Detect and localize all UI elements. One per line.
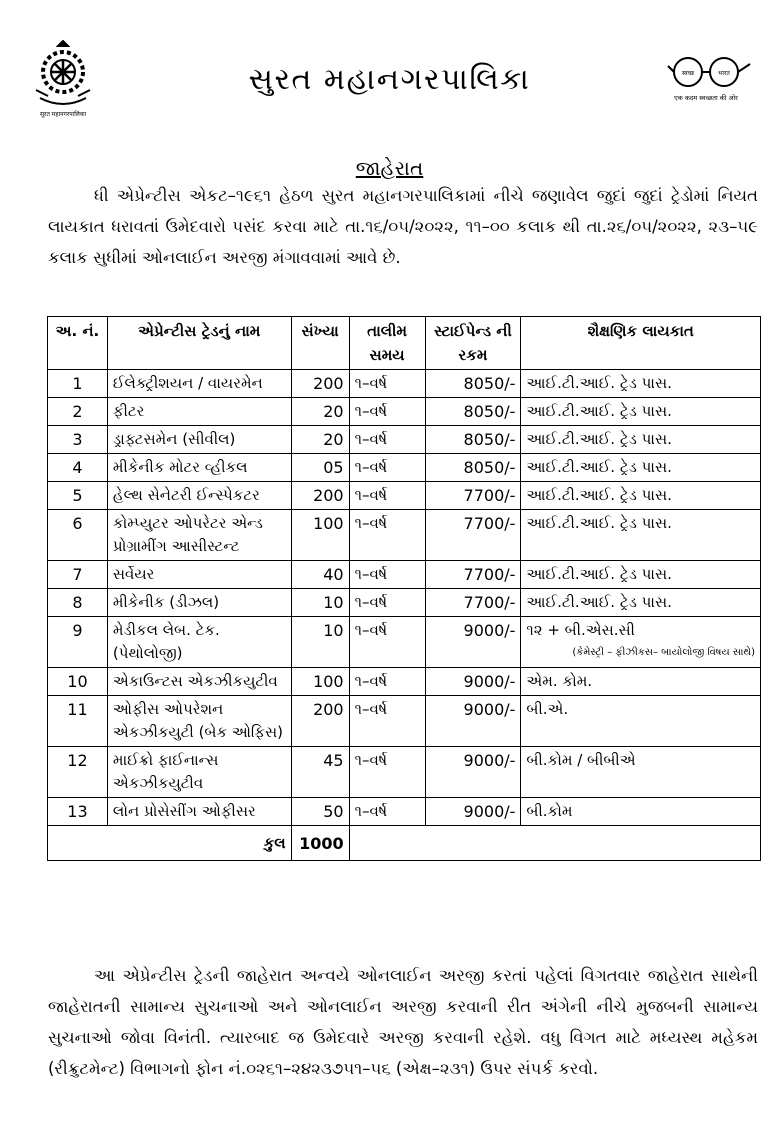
cell-stipend-text: 7700/- <box>463 486 516 505</box>
cell-trade <box>107 696 291 747</box>
cell-no <box>48 668 108 696</box>
cell-qualification <box>521 696 761 747</box>
cell-no-text: 5 <box>72 486 83 505</box>
cell-trade-text: એકાઉન્ટસ એકઝીકયુટીવ <box>112 672 278 690</box>
cell-count-text: 20 <box>323 430 344 449</box>
qualification-note: (કેમેસ્ટ્રી – ફીઝીકસ– બાયોલોજી વિષય સાથે) <box>572 647 755 658</box>
cell-count <box>291 747 349 798</box>
table-header-row <box>48 317 761 370</box>
cell-trade <box>107 589 291 617</box>
cell-stipend <box>425 482 521 510</box>
cell-stipend-text: 8050/- <box>463 402 516 421</box>
cell-duration-text: ૧–વર્ષ <box>354 458 388 476</box>
cell-count-text: 05 <box>323 458 344 477</box>
logo-right-word-1: स्वच्छ <box>681 70 695 77</box>
cell-qualification-text: આઈ.ટી.આઈ. ટ્રેડ પાસ. <box>526 458 672 476</box>
cell-qualification <box>521 370 761 398</box>
cell-qualification-text: આઈ.ટી.આઈ. ટ્રેડ પાસ. <box>526 402 672 420</box>
cell-stipend <box>425 561 521 589</box>
cell-no-text: 2 <box>72 402 83 421</box>
cell-no-text: 13 <box>67 802 88 821</box>
cell-qualification <box>521 561 761 589</box>
cell-no <box>48 747 108 798</box>
table-row <box>48 454 761 482</box>
logo-right-tagline: एक कदम स्वच्छता की ओर <box>674 94 738 102</box>
cell-stipend <box>425 589 521 617</box>
header-qualification: શૈક્ષણિક લાયકાત <box>521 317 761 370</box>
cell-duration-text: ૧–વર્ષ <box>354 565 388 583</box>
cell-count-text: 10 <box>323 621 344 640</box>
cell-duration <box>349 668 425 696</box>
cell-no-text: 7 <box>72 565 83 584</box>
header-stipend: સ્ટાઈપેન્ડ ની રકમ <box>425 317 521 370</box>
cell-duration-text: ૧–વર્ષ <box>354 672 388 690</box>
cell-duration <box>349 482 425 510</box>
cell-duration <box>349 589 425 617</box>
cell-stipend <box>425 370 521 398</box>
notice-heading: જાહેરાત <box>355 156 424 180</box>
cell-duration-text: ૧–વર્ષ <box>354 593 388 611</box>
table-row <box>48 510 761 561</box>
cell-duration <box>349 370 425 398</box>
table-row <box>48 426 761 454</box>
cell-trade <box>107 510 291 561</box>
cell-duration-text: ૧–વર્ષ <box>354 514 388 532</box>
cell-count <box>291 589 349 617</box>
cell-qualification <box>521 482 761 510</box>
cell-count-text: 100 <box>313 514 344 533</box>
table-row <box>48 798 761 826</box>
cell-no-text: 12 <box>67 751 88 770</box>
table-row <box>48 370 761 398</box>
cell-no-text: 3 <box>72 430 83 449</box>
cell-qualification-text: બી.એ. <box>526 700 569 718</box>
cell-no <box>48 454 108 482</box>
cell-qualification <box>521 589 761 617</box>
cell-trade-text: સર્વેયર <box>112 565 155 583</box>
cell-qualification-text: આઈ.ટી.આઈ. ટ્રેડ પાસ. <box>526 593 672 611</box>
total-value: 1000 <box>291 826 349 861</box>
total-row <box>48 826 761 861</box>
cell-stipend <box>425 747 521 798</box>
cell-duration-text: ૧–વર્ષ <box>354 430 388 448</box>
header-trade: એપ્રેન્ટીસ ટ્રેડનું નામ <box>107 317 291 370</box>
table-row <box>48 398 761 426</box>
cell-trade <box>107 617 291 668</box>
cell-duration <box>349 798 425 826</box>
cell-stipend-text: 9000/- <box>463 672 516 691</box>
cell-duration <box>349 561 425 589</box>
cell-stipend <box>425 696 521 747</box>
cell-stipend-text: 7700/- <box>463 593 516 612</box>
notice-intro: ધી એપ્રેન્ટીસ એકટ–૧૯૬૧ હેઠળ સુરત મહાનગરપાલિકામાં નીચે જણાવેલ જુદાં જુદાં ટ્રેડોમાં નિયત લાયકાત ધરાવતાં ઉમેદવારો પસંદ કરવા માટે તા.૧૬/૦૫/૨૦૨૨, ૧૧–૦૦ કલાક થી તા.૨૬/૦૫/૨૦૨૨, ૨૩–૫૯ કલાક સુધીમાં ઓનલાઈન અરજી મંગાવવામાં આવે છે. <box>48 186 758 267</box>
cell-count <box>291 454 349 482</box>
cell-trade <box>107 482 291 510</box>
cell-duration <box>349 510 425 561</box>
cell-duration-text: ૧–વર્ષ <box>354 802 388 820</box>
cell-count <box>291 617 349 668</box>
table-row <box>48 617 761 668</box>
cell-qualification-text: આઈ.ટી.આઈ. ટ્રેડ પાસ. <box>526 430 672 448</box>
cell-no-text: 4 <box>72 458 83 477</box>
cell-no-text: 6 <box>72 514 83 533</box>
logo-right-word-2: भारत <box>718 70 730 77</box>
footer-instructions: આ એપ્રેન્ટીસ ટ્રેડની જાહેરાત અન્વયે ઓનલાઈન અરજી કરતાં પહેલાં વિગતવાર જાહેરાત સાથેની જાહેરાતની સામાન્ય સુચનાઓ અને ઓનલાઈન અરજી કરવાની રીત અંગેની નીચે મુજબની સામાન્ય સુચનાઓ જોવા વિનંતી. ત્યારબાદ જ ઉમેદવારે અરજી કરવાની રહેશે. વધુ વિગત માટે મધ્યસ્થ મહેકમ (રીક્રુટમેન્ટ) વિભાગનો ફોન નં.૦૨૬૧–૨૪૨૩૭૫૧–૫૬ (એક્ષ–૨૩૧) ઉપર સંપર્ક કરવો. <box>48 966 758 1078</box>
cell-no-text: 9 <box>72 621 83 640</box>
cell-trade-text: મીકેનીક (ડીઝલ) <box>112 593 220 611</box>
cell-count-text: 45 <box>323 751 344 770</box>
cell-no <box>48 510 108 561</box>
logo-left-caption: सूरत महानगरपालिका <box>39 111 87 118</box>
table-row <box>48 696 761 747</box>
cell-qualification <box>521 510 761 561</box>
cell-trade-text: લોન પ્રોસેસીંગ ઓફીસર <box>112 802 256 820</box>
cell-count <box>291 696 349 747</box>
table-row <box>48 589 761 617</box>
cell-qualification-text: આઈ.ટી.આઈ. ટ્રેડ પાસ. <box>526 374 672 392</box>
table-row <box>48 747 761 798</box>
cell-count <box>291 798 349 826</box>
cell-qualification-text: આઈ.ટી.આઈ. ટ્રેડ પાસ. <box>526 514 672 532</box>
cell-qualification-text: બી.કોમ / બીબીએ <box>526 751 636 769</box>
cell-stipend-text: 7700/- <box>463 565 516 584</box>
total-row-blank <box>349 826 760 861</box>
cell-stipend-text: 8050/- <box>463 458 516 477</box>
cell-stipend <box>425 798 521 826</box>
cell-no <box>48 798 108 826</box>
cell-stipend <box>425 617 521 668</box>
cell-count-text: 20 <box>323 402 344 421</box>
cell-duration-text: ૧–વર્ષ <box>354 621 388 639</box>
cell-duration <box>349 454 425 482</box>
cell-no <box>48 589 108 617</box>
cell-duration <box>349 398 425 426</box>
cell-count-text: 200 <box>313 700 344 719</box>
header-count: સંખ્યા <box>291 317 349 370</box>
cell-duration <box>349 426 425 454</box>
cell-qualification-text: એમ. કોમ. <box>526 672 593 690</box>
cell-stipend <box>425 510 521 561</box>
cell-trade <box>107 798 291 826</box>
cell-trade-text: ઈલેક્ટ્રીશયન / વાયરમેન <box>112 374 263 392</box>
cell-count-text: 100 <box>313 672 344 691</box>
cell-trade <box>107 426 291 454</box>
cell-duration-text: ૧–વર્ષ <box>354 700 388 718</box>
cell-stipend-text: 9000/- <box>463 751 516 770</box>
cell-trade <box>107 454 291 482</box>
cell-count-text: 50 <box>323 802 344 821</box>
cell-stipend <box>425 668 521 696</box>
cell-trade <box>107 561 291 589</box>
swachh-bharat-logo <box>662 50 754 110</box>
header-no: અ. નં. <box>48 317 108 370</box>
cell-stipend-text: 9000/- <box>463 621 516 640</box>
cell-duration <box>349 617 425 668</box>
org-title: સુરત મહાનગરપાલિકા <box>248 62 531 97</box>
cell-trade <box>107 398 291 426</box>
cell-qualification <box>521 398 761 426</box>
cell-count <box>291 398 349 426</box>
cell-count <box>291 510 349 561</box>
cell-no-text: 11 <box>67 700 88 719</box>
cell-qualification <box>521 426 761 454</box>
apprentice-trades-table <box>47 316 761 861</box>
cell-trade-text: હેલ્થ સેનેટરી ઈન્સ્પેકટર <box>112 486 260 504</box>
cell-no-text: 10 <box>67 672 88 691</box>
cell-trade-text: ઓફીસ ઓપરેશન એકઝીકયુટી (બેક ઓફિસ) <box>112 700 284 741</box>
cell-trade-text: માઈક્રો ફાઈનાન્સ એકઝીકયુટીવ <box>112 751 219 792</box>
cell-duration <box>349 747 425 798</box>
cell-stipend-text: 8050/- <box>463 374 516 393</box>
cell-no-text: 8 <box>72 593 83 612</box>
cell-qualification-text: ૧૨ + બી.એસ.સી <box>526 621 635 639</box>
cell-trade <box>107 370 291 398</box>
cell-trade-text: મીકેનીક મોટર વ્હીકલ <box>112 458 248 476</box>
cell-stipend-text: 7700/- <box>463 514 516 533</box>
cell-count <box>291 370 349 398</box>
cell-stipend-text: 9000/- <box>463 700 516 719</box>
cell-duration-text: ૧–વર્ષ <box>354 486 388 504</box>
cell-trade <box>107 668 291 696</box>
cell-qualification <box>521 747 761 798</box>
table-row <box>48 482 761 510</box>
total-label: કુલ <box>48 826 292 861</box>
cell-trade <box>107 747 291 798</box>
cell-count <box>291 561 349 589</box>
cell-no <box>48 617 108 668</box>
cell-stipend <box>425 398 521 426</box>
header-duration: તાલીમ સમય <box>349 317 425 370</box>
cell-duration <box>349 696 425 747</box>
table-row <box>48 668 761 696</box>
cell-count-text: 200 <box>313 486 344 505</box>
cell-qualification <box>521 454 761 482</box>
cell-stipend-text: 8050/- <box>463 430 516 449</box>
cell-count-text: 40 <box>323 565 344 584</box>
cell-trade-text: ડ્રાફ્ટસમેન (સીવીલ) <box>112 430 236 448</box>
cell-qualification <box>521 798 761 826</box>
cell-count <box>291 482 349 510</box>
cell-stipend-text: 9000/- <box>463 802 516 821</box>
cell-no <box>48 561 108 589</box>
cell-stipend <box>425 426 521 454</box>
cell-qualification-text: આઈ.ટી.આઈ. ટ્રેડ પાસ. <box>526 486 672 504</box>
cell-qualification-text: બી.કોમ <box>526 802 573 820</box>
cell-no <box>48 370 108 398</box>
cell-count <box>291 426 349 454</box>
cell-stipend <box>425 454 521 482</box>
cell-trade-text: મેડીકલ લેબ. ટેક. (પેથોલોજી) <box>112 621 220 662</box>
cell-trade-text: કોમ્પ્યુટર ઓપરેટર એન્ડ પ્રોગ્રામીંગ આસીસ્ટન્ટ <box>112 514 263 555</box>
cell-trade-text: ફીટર <box>112 402 145 420</box>
cell-qualification <box>521 668 761 696</box>
cell-duration-text: ૧–વર્ષ <box>354 374 388 392</box>
cell-qualification <box>521 617 761 668</box>
table-body <box>48 370 761 826</box>
cell-count <box>291 668 349 696</box>
cell-duration-text: ૧–વર્ષ <box>354 402 388 420</box>
cell-no <box>48 426 108 454</box>
cell-no <box>48 398 108 426</box>
table-row <box>48 561 761 589</box>
cell-count-text: 200 <box>313 374 344 393</box>
cell-count-text: 10 <box>323 593 344 612</box>
cell-no <box>48 482 108 510</box>
cell-qualification-text: આઈ.ટી.આઈ. ટ્રેડ પાસ. <box>526 565 672 583</box>
cell-no-text: 1 <box>72 374 83 393</box>
cell-no <box>48 696 108 747</box>
cell-duration-text: ૧–વર્ષ <box>354 751 388 769</box>
